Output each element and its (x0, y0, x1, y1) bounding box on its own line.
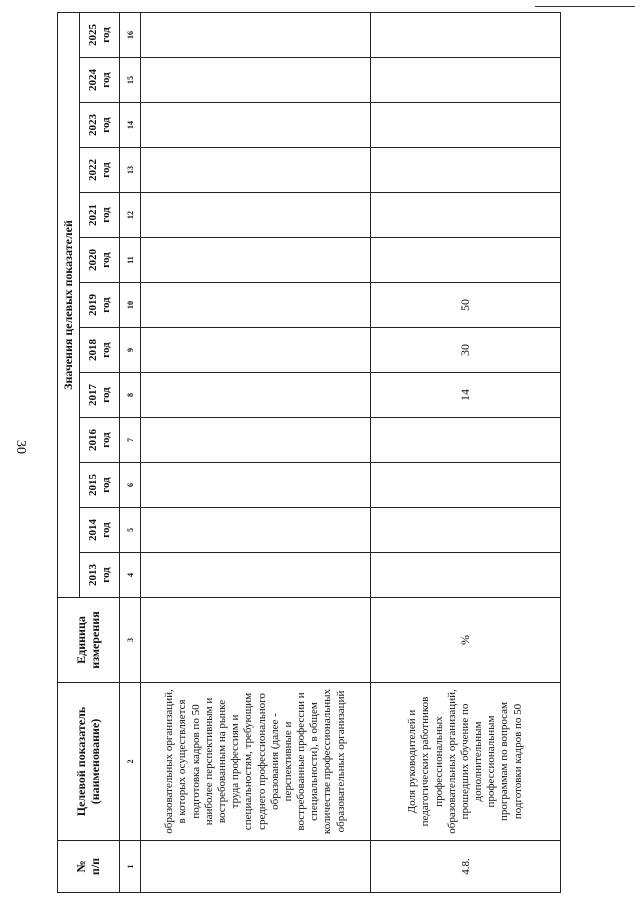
value-cell-2025 (371, 12, 561, 57)
column-number: 7 (120, 418, 141, 463)
column-number: 15 (120, 58, 141, 103)
value-cell-2020 (371, 238, 561, 283)
header-year-2015 (80, 463, 120, 508)
column-number: 2 (120, 683, 141, 841)
header-unit: Единица измерения (58, 598, 120, 683)
value-cell-2022 (141, 148, 371, 193)
value-cell-2017: 14 (371, 373, 561, 418)
header-year-2014 (80, 508, 120, 553)
header-year-suffix: год (99, 432, 112, 448)
header-year-suffix: год (99, 207, 112, 223)
indicator-name: образовательных организаций, в которых осуществляется подготовка кадров по 50 наиболее перспективным и востребованным на рынке труда профессиям и специальностям, требующим среднего профессионального образования (далее - перспективные и востребованные профессии и специальности), в общем количестве профессиональных образовательных организаций (141, 683, 371, 841)
header-indicator: Целевой показатель (наименование) (58, 683, 120, 841)
header-year-value: 2025 (87, 23, 100, 46)
header-num: № п/п (58, 841, 120, 893)
value-cell-2023 (141, 103, 371, 148)
header-year-suffix: год (99, 72, 112, 88)
header-year-2023 (80, 103, 120, 148)
value-cell-2021 (371, 193, 561, 238)
column-number: 13 (120, 148, 141, 193)
header-year-2013 (80, 553, 120, 598)
value-cell-2013 (141, 553, 371, 598)
value-cell-2015 (371, 463, 561, 508)
header-year-suffix: год (99, 477, 112, 493)
header-year-value: 2016 (87, 429, 100, 451)
header-year-2018 (80, 328, 120, 373)
header-year-2021 (80, 193, 120, 238)
value-cell-2019 (141, 283, 371, 328)
value-cell-2016 (141, 418, 371, 463)
header-year-value: 2018 (87, 339, 100, 361)
value-cell-2022 (371, 148, 561, 193)
column-number: 9 (120, 328, 141, 373)
value-cell-2016 (371, 418, 561, 463)
value-cell-2017 (141, 373, 371, 418)
header-year-value: 2013 (87, 564, 100, 586)
header-year-value: 2021 (87, 204, 100, 226)
table-container (57, 13, 557, 893)
targets-table (57, 12, 561, 893)
row-number (141, 841, 371, 893)
unit-cell (141, 598, 371, 683)
header-year-value: 2024 (87, 69, 100, 91)
header-year-suffix: год (99, 567, 112, 583)
header-year-2016 (80, 418, 120, 463)
value-cell-2015 (141, 463, 371, 508)
rotated-table-wrapper (57, 13, 557, 893)
header-year-value: 2020 (87, 249, 100, 271)
header-year-value: 2019 (87, 294, 100, 316)
header-year-2017 (80, 373, 120, 418)
header-year-suffix: год (99, 117, 112, 133)
header-year-2019 (80, 283, 120, 328)
table-row (371, 12, 561, 892)
column-number: 14 (120, 103, 141, 148)
header-year-2020 (80, 238, 120, 283)
unit-cell: % (371, 598, 561, 683)
column-number: 3 (120, 598, 141, 683)
header-year-suffix: год (99, 27, 112, 43)
value-cell-2021 (141, 193, 371, 238)
header-year-2022 (80, 148, 120, 193)
header-year-value: 2015 (87, 474, 100, 496)
value-cell-2014 (371, 508, 561, 553)
page-number: 30 (13, 440, 28, 454)
indicator-name: Доля руководителей и педагогических работников профессиональных образовательных организаций, прошедших обучение по дополнительным профессиональным программам по вопросам подготовки кадров по 50 (371, 683, 561, 841)
header-year-suffix: год (99, 387, 112, 403)
value-cell-2014 (141, 508, 371, 553)
value-cell-2013 (371, 553, 561, 598)
header-year-suffix: год (99, 342, 112, 358)
top-rule (535, 6, 635, 7)
header-year-value: 2017 (87, 384, 100, 406)
column-number: 12 (120, 193, 141, 238)
header-year-value: 2022 (87, 159, 100, 181)
column-number: 5 (120, 508, 141, 553)
header-values-group: Значения целевых показателей (58, 12, 80, 597)
column-number: 8 (120, 373, 141, 418)
header-year-suffix: год (99, 162, 112, 178)
column-number: 6 (120, 463, 141, 508)
value-cell-2023 (371, 103, 561, 148)
value-cell-2020 (141, 238, 371, 283)
value-cell-2018: 30 (371, 328, 561, 373)
value-cell-2019: 50 (371, 283, 561, 328)
header-year-suffix: год (99, 297, 112, 313)
value-cell-2024 (371, 58, 561, 103)
column-number: 11 (120, 238, 141, 283)
header-year-value: 2014 (87, 519, 100, 541)
column-number: 10 (120, 283, 141, 328)
column-number: 1 (120, 841, 141, 893)
header-year-2024 (80, 58, 120, 103)
table-row (141, 12, 371, 892)
value-cell-2024 (141, 58, 371, 103)
value-cell-2025 (141, 12, 371, 57)
value-cell-2018 (141, 328, 371, 373)
column-number: 16 (120, 12, 141, 57)
column-number: 4 (120, 553, 141, 598)
header-year-suffix: год (99, 252, 112, 268)
header-year-2025 (80, 12, 120, 57)
row-number: 4.8. (371, 841, 561, 893)
header-year-value: 2023 (87, 114, 100, 136)
header-year-suffix: год (99, 522, 112, 538)
